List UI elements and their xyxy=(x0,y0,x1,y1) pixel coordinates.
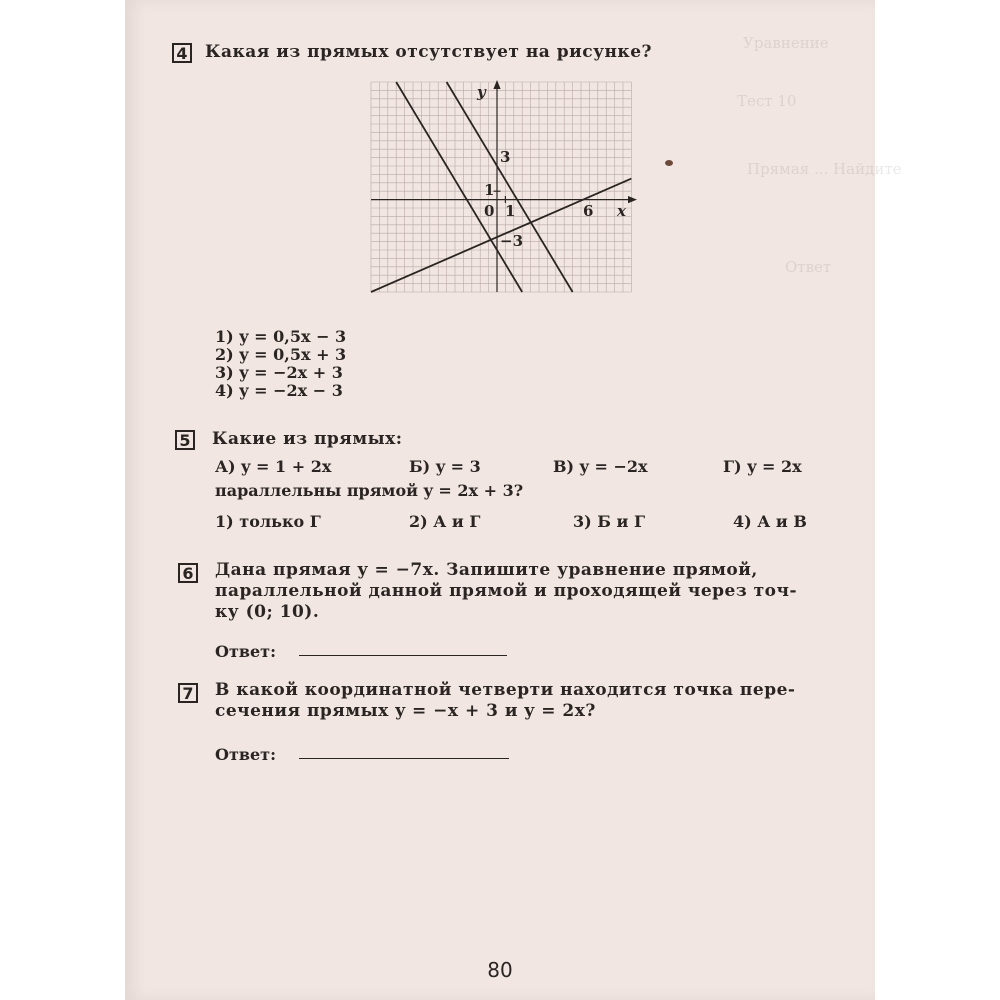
q4-option-2[interactable]: 2) y = 0,5x + 3 xyxy=(215,345,347,364)
tick-label-6: 6 xyxy=(583,202,594,220)
origin-label: 0 xyxy=(484,202,495,220)
y-axis-label: y xyxy=(477,83,486,101)
q5-line-g: Г) y = 2x xyxy=(723,457,802,476)
page-number: 80 xyxy=(487,958,513,982)
q5-option-3[interactable]: 3) Б и Г xyxy=(573,512,645,531)
q5-line-a: А) y = 1 + 2x xyxy=(215,457,332,476)
q5-line-b: Б) y = 3 xyxy=(409,457,481,476)
q6-line-2: параллельной данной прямой и проходящей через точ- xyxy=(215,581,797,601)
grid xyxy=(371,82,631,292)
tick-label-x-1: 1 xyxy=(505,202,516,220)
q7-line-2: сечения прямых y = −x + 3 и y = 2x? xyxy=(215,701,596,721)
question-number-4: 4 xyxy=(172,43,192,63)
tick-label-neg3: −3 xyxy=(500,232,524,250)
question-number-7: 7 xyxy=(178,683,198,703)
x-axis-label: x xyxy=(617,202,626,220)
q4-option-1[interactable]: 1) y = 0,5x − 3 xyxy=(215,327,347,346)
question-5-text: Какие из прямых: xyxy=(212,429,403,449)
q6-line-1: Дана прямая y = −7x. Запишите уравнение прямой, xyxy=(215,560,758,580)
q5-option-4[interactable]: 4) А и В xyxy=(733,512,807,531)
q5-option-1[interactable]: 1) только Г xyxy=(215,512,321,531)
x-axis-arrow xyxy=(628,196,637,203)
question-4-text: Какая из прямых отсутствует на рисунке? xyxy=(205,42,652,62)
line-neg2x-minus-3 xyxy=(396,82,522,292)
question-6-text xyxy=(215,560,797,623)
q5-line-v: В) y = −2x xyxy=(553,457,648,476)
q4-option-4[interactable]: 4) y = −2x − 3 xyxy=(215,381,343,400)
q5-text-2: параллельны прямой y = 2x + 3? xyxy=(215,481,524,500)
question-number-6: 6 xyxy=(178,563,198,583)
q6-line-3: ку (0; 10). xyxy=(215,602,320,622)
textbook-page: Уравнение Тест 10 Прямая ... Найдите Ответ 4 Какая из прямых отсутствует на рисунке? y x 0 1 1 6 3 −3 1) y = 0,5x − 3 2) y = 0,5x + 3 3) y = −2x + 3 4) y = −2x − 3 5 Какие из прямых: А) y = 1 + 2x Б) y = 3 В) y = −2x Г) y = 2x параллельны прямой y = 2x + 3? 1) только Г 2) А и Г 3) Б и Г 4) А и В 6 Дана прямая y = −7x. Запишите уравнение прямой, параллельной данной прямой и проходящей через точ- ку (0; 10). Ответ: 7 В какой координатной четверти находится точка пере- сечения прямых y = −x + 3 и y = 2x? Ответ: 80 xyxy=(125,0,875,1000)
tick-label-3: 3 xyxy=(500,148,511,166)
q7-answer-label: Ответ: xyxy=(215,745,276,764)
plotted-lines xyxy=(371,82,631,292)
stain-mark xyxy=(665,160,673,166)
question-7-text xyxy=(215,680,795,722)
coordinate-graph xyxy=(365,78,640,298)
q7-answer-field[interactable] xyxy=(299,758,509,759)
y-axis-arrow xyxy=(493,80,500,89)
q7-line-1: В какой координатной четверти находится точка пере- xyxy=(215,680,796,700)
q6-answer-field[interactable] xyxy=(299,655,507,656)
q4-option-3[interactable]: 3) y = −2x + 3 xyxy=(215,363,343,382)
q5-option-2[interactable]: 2) А и Г xyxy=(409,512,481,531)
question-number-5: 5 xyxy=(175,430,195,450)
tick-label-y-1: 1 xyxy=(484,181,495,199)
line-neg2x-plus-3 xyxy=(447,82,573,292)
q6-answer-label: Ответ: xyxy=(215,642,276,661)
